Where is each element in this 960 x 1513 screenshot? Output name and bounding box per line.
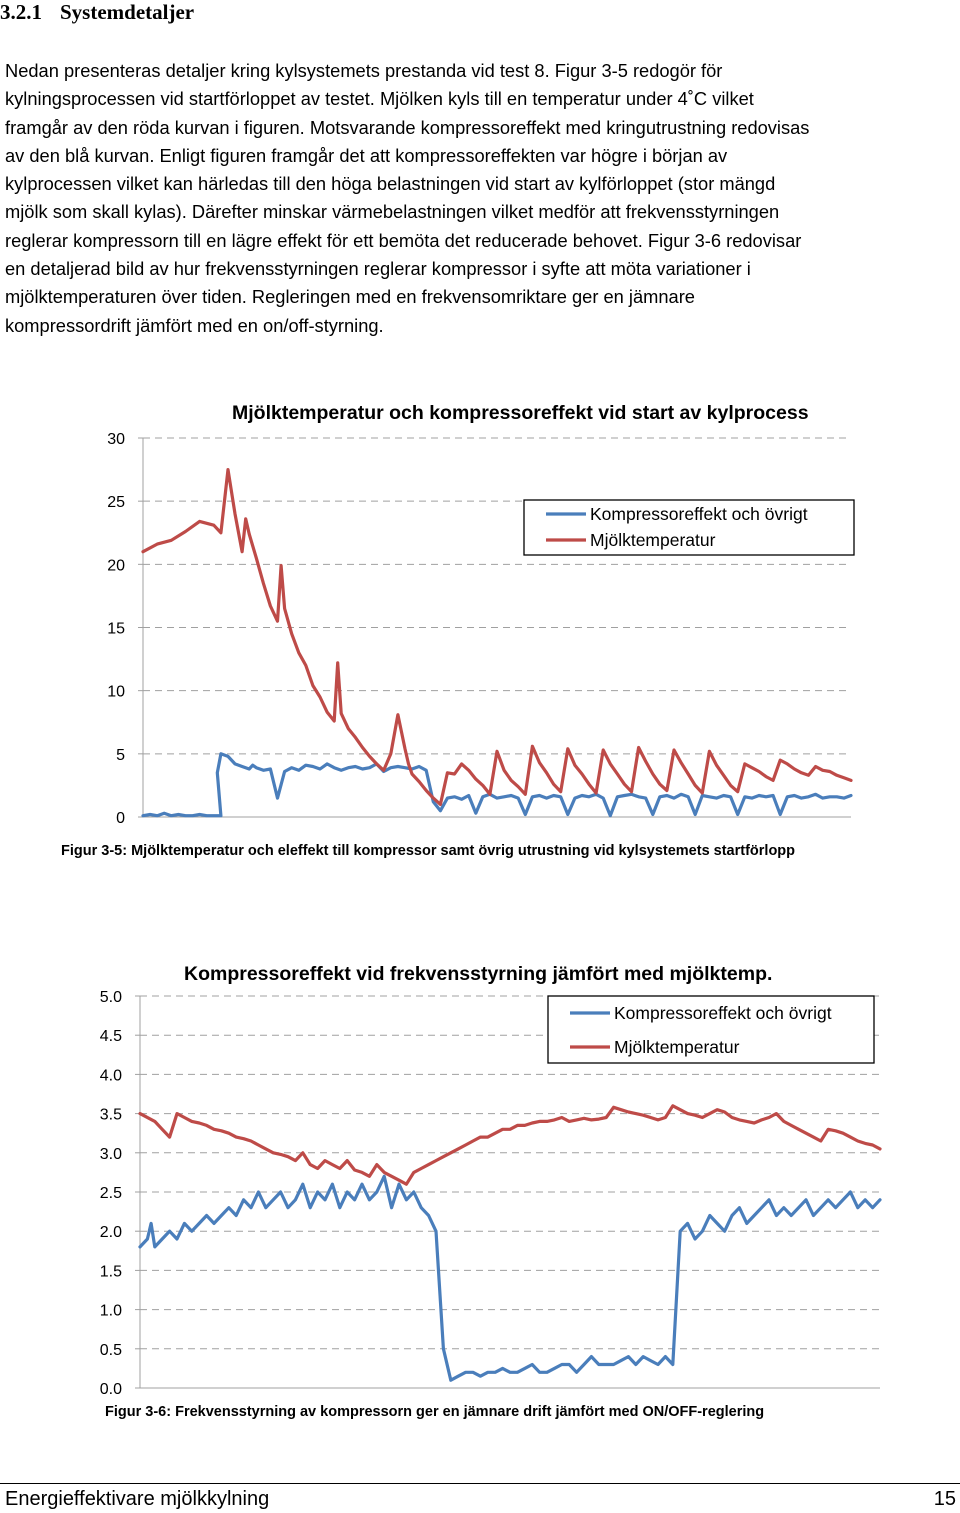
y-tick-label: 5.0: [99, 989, 122, 1006]
y-tick-label: 2.0: [99, 1224, 122, 1242]
body-paragraph: [5, 57, 956, 340]
y-tick-label: 25: [107, 494, 125, 512]
paragraph-line: mjölk som skall kylas). Därefter minskar värmebelastningen vilket medför att frekvensstyrningen: [5, 201, 780, 223]
y-tick-label: 15: [107, 620, 125, 638]
chart-title: Mjölktemperatur och kompressoreffekt vid start av kylprocess: [232, 402, 809, 424]
legend-label: Kompressoreffekt och övrigt: [590, 504, 808, 524]
y-tick-label: 4.0: [99, 1067, 122, 1085]
section-heading: [0, 0, 194, 25]
y-tick-label: 0.0: [99, 1381, 122, 1398]
y-tick-label: 1.5: [99, 1263, 122, 1281]
chart-milk-temp-startup: [0, 385, 960, 835]
figure-caption-3-6: Figur 3-6: Frekvensstyrning av kompressorn ger en jämnare drift jämfört med ON/OFF-reglering: [105, 1404, 765, 1420]
paragraph-line: av den blå kurvan. Enligt figuren framgår det att kompressoreffekten var högre i början av: [5, 144, 728, 166]
footer-title: Energieffektivare mjölkkylning: [5, 1488, 270, 1510]
y-tick-label: 2.5: [99, 1185, 122, 1202]
y-tick-label: 10: [107, 683, 125, 701]
chart-frequency-control: [0, 945, 960, 1400]
figure-caption-3-5: Figur 3-5: Mjölktemperatur och eleffekt till kompressor samt övrig utrustning vid kylsystemets startförlopp: [61, 843, 796, 859]
paragraph-line: framgår av den röda kurvan i figuren. Motsvarande kompressoreffekt med kringutrustning redovisas: [5, 116, 810, 138]
page-number: 15: [933, 1488, 956, 1510]
series-line-milk-temperature: [140, 1106, 880, 1184]
paragraph-line: Nedan presenteras detaljer kring kylsystemets prestanda vid test 8. Figur 3-5 redogör för: [5, 60, 723, 81]
paragraph-line: kompressordrift jämfört med en on/off-styrning.: [5, 314, 384, 336]
y-tick-label: 4.5: [99, 1028, 122, 1046]
section-number: 3.2.1: [0, 0, 42, 24]
section-title: Systemdetaljer: [60, 0, 195, 24]
y-tick-label: 5: [116, 746, 125, 764]
legend-label: Kompressoreffekt och övrigt: [614, 1003, 832, 1023]
y-tick-label: 0.5: [99, 1341, 122, 1359]
y-tick-label: 3.0: [99, 1145, 122, 1163]
y-tick-label: 1.0: [99, 1302, 122, 1320]
legend-label: Mjölktemperatur: [590, 530, 716, 550]
y-tick-label: 3.5: [99, 1106, 122, 1124]
chart-title: Kompressoreffekt vid frekvensstyrning jämfört med mjölktemp.: [184, 963, 773, 985]
paragraph-line: kylningsprocessen vid startförloppet av testet. Mjölken kyls till en temperatur under 4˚C vilket: [5, 88, 754, 110]
footer-divider: [0, 1483, 960, 1484]
series-line-compressor-power: [140, 1176, 880, 1380]
y-tick-label: 0: [116, 810, 125, 827]
paragraph-line: mjölktemperaturen över tiden. Regleringen med en frekvensomriktare ger en jämnare: [5, 286, 695, 308]
paragraph-line: en detaljerad bild av hur frekvensstyrningen reglerar kompressor i syfte att möta variationer i: [5, 258, 751, 280]
paragraph-line: reglerar kompressorn till en lägre effekt för ett bemöta det reducerade behovet. Figur 3-6 redovisar: [5, 229, 802, 251]
paragraph-line: kylprocessen vilket kan härledas till den höga belastningen vid start av kylförloppet (stor mängd: [5, 173, 776, 195]
y-tick-label: 30: [107, 431, 125, 448]
legend-label: Mjölktemperatur: [614, 1037, 740, 1057]
y-tick-label: 20: [107, 557, 125, 575]
